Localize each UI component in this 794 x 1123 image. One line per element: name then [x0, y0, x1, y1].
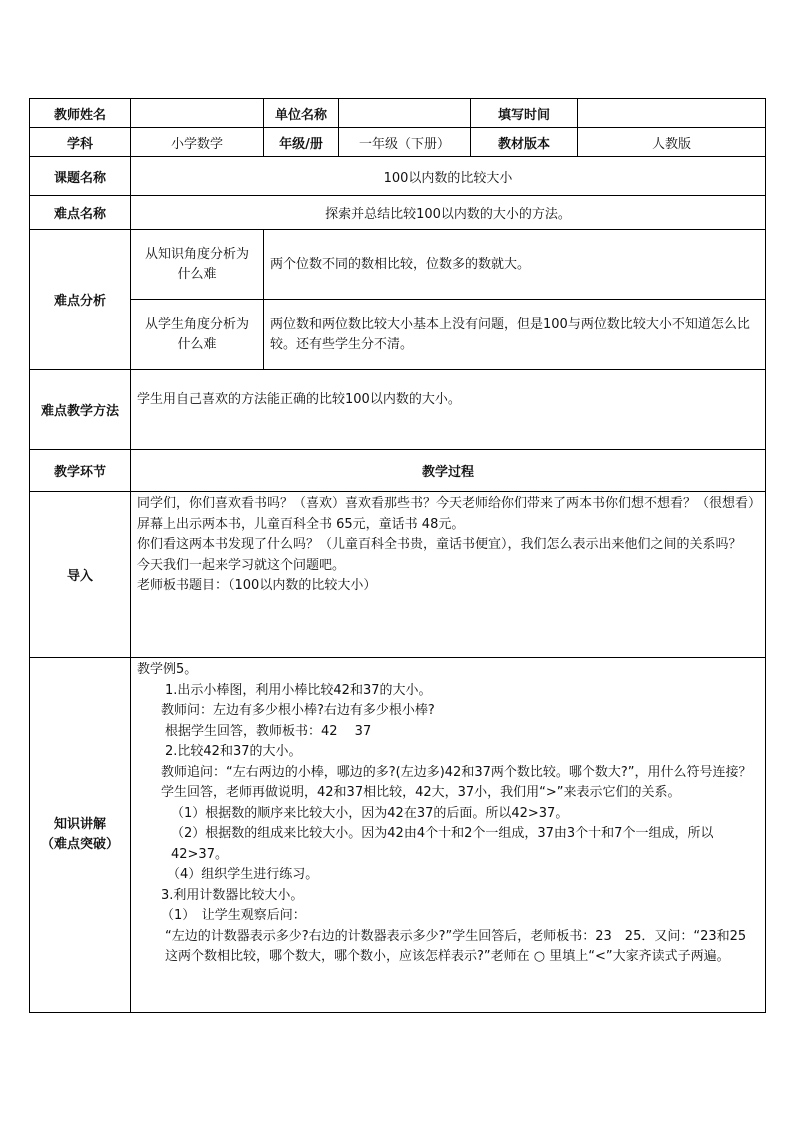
knowledge-line: （2）根据数的组成来比较大小。因为42由4个十和2个一组成，37由3个十和7个一组成，所以42>37。 — [171, 826, 714, 862]
intro-row — [30, 492, 766, 658]
method-label: 难点教学方法 — [30, 370, 131, 450]
stage-label: 教学环节 — [30, 450, 131, 492]
intro-line: 今天我们一起来学习就这个问题吧。 — [137, 557, 346, 573]
grade-label: 年级/册 — [264, 128, 339, 157]
fill-date-value — [578, 99, 766, 128]
knowledge-line: 1.出示小棒图，利用小棒比较42和37的大小。 — [165, 682, 432, 698]
knowledge-content — [131, 658, 766, 1013]
knowledge-angle-label: 从知识角度分析为什么难 — [131, 230, 264, 300]
knowledge-line: 2.比较42和37的大小。 — [165, 744, 302, 759]
edition-value: 人教版 — [578, 128, 766, 157]
subject-label: 学科 — [30, 128, 131, 157]
knowledge-line: 学生回答，老师再做说明，42和37相比较，42大，37小，我们用“>”来表示它们的关系。 — [161, 785, 681, 800]
unit-name-value — [339, 99, 471, 128]
student-angle-label: 从学生角度分析为什么难 — [131, 300, 264, 370]
analysis-knowledge-row — [30, 230, 766, 300]
topic-label: 课题名称 — [30, 157, 131, 196]
knowledge-line: “左边的计数器表示多少?右边的计数器表示多少?”学生回答后，老师板书：23 25．又问：“23和25这两个数相比较，哪个数大，哪个数小，应该怎样表示?”老师在 ○ 里填上“<”大家齐读式子两遍。 — [165, 928, 747, 964]
intro-content — [131, 492, 766, 658]
info-row — [30, 128, 766, 157]
teacher-name-label: 教师姓名 — [30, 99, 131, 128]
intro-line: 同学们，你们喜欢看书吗？（喜欢）喜欢看那些书？今天老师给你们带来了两本书你们想不想看？（很想看） — [137, 496, 762, 511]
intro-line: 你们看这两本书发现了什么吗？（儿童百科全书贵，童话书便宜），我们怎么表示出来他们之间的关系吗？ — [137, 537, 742, 552]
knowledge-sublabel: （难点突破） — [40, 837, 119, 852]
difficulty-label: 难点名称 — [30, 196, 131, 230]
teacher-name-value — [131, 99, 264, 128]
intro-line: 老师板书题目：（100以内数的比较大小） — [137, 578, 377, 593]
process-header-row — [30, 450, 766, 492]
intro-label: 导入 — [30, 492, 131, 658]
knowledge-line: 教师追问：“左右两边的小棒，哪边的多?(左边多)42和37两个数比较。哪个数大?”，用什么符号连接？ — [161, 764, 752, 780]
method-text: 学生用自己喜欢的方法能正确的比较100以内数的大小。 — [131, 370, 766, 450]
grade-value: 一年级（下册） — [339, 128, 471, 157]
knowledge-line: （4）组织学生进行练习。 — [167, 867, 319, 882]
topic-value: 100以内数的比较大小 — [131, 157, 766, 196]
intro-line: 屏幕上出示两本书，儿童百科全书 65元，童话书 48元。 — [137, 516, 465, 532]
topic-row — [30, 157, 766, 196]
knowledge-row — [30, 658, 766, 1013]
knowledge-label: 知识讲解 — [53, 817, 106, 832]
knowledge-line: 根据学生回答，教师板书：42 37 — [165, 723, 372, 739]
difficulty-row — [30, 196, 766, 230]
knowledge-line: 教师问：左边有多少根小棒?右边有多少根小棒? — [161, 703, 435, 718]
method-row — [30, 370, 766, 450]
knowledge-line: （1） 让学生观察后问： — [161, 908, 306, 923]
fill-date-label: 填写时间 — [471, 99, 578, 128]
process-label: 教学过程 — [131, 450, 766, 492]
unit-name-label: 单位名称 — [264, 99, 339, 128]
header-row — [30, 99, 766, 128]
analysis-student-row — [30, 300, 766, 370]
lesson-plan-table — [29, 98, 766, 1013]
knowledge-label-cell — [30, 658, 131, 1013]
edition-label: 教材版本 — [471, 128, 578, 157]
knowledge-angle-text: 两个位数不同的数相比较，位数多的数就大。 — [264, 230, 766, 300]
subject-value: 小学数学 — [131, 128, 264, 157]
student-angle-text: 两位数和两位数比较大小基本上没有问题，但是100与两位数比较大小不知道怎么比较。还有些学生分不清。 — [264, 300, 766, 370]
knowledge-line: 3.利用计数器比较大小。 — [161, 887, 304, 903]
difficulty-value: 探索并总结比较100以内数的大小的方法。 — [131, 196, 766, 230]
knowledge-line: 教学例5。 — [137, 662, 198, 677]
analysis-label: 难点分析 — [30, 230, 131, 370]
knowledge-line: （1）根据数的顺序来比较大小，因为42在37的后面。所以42>37。 — [171, 805, 569, 821]
